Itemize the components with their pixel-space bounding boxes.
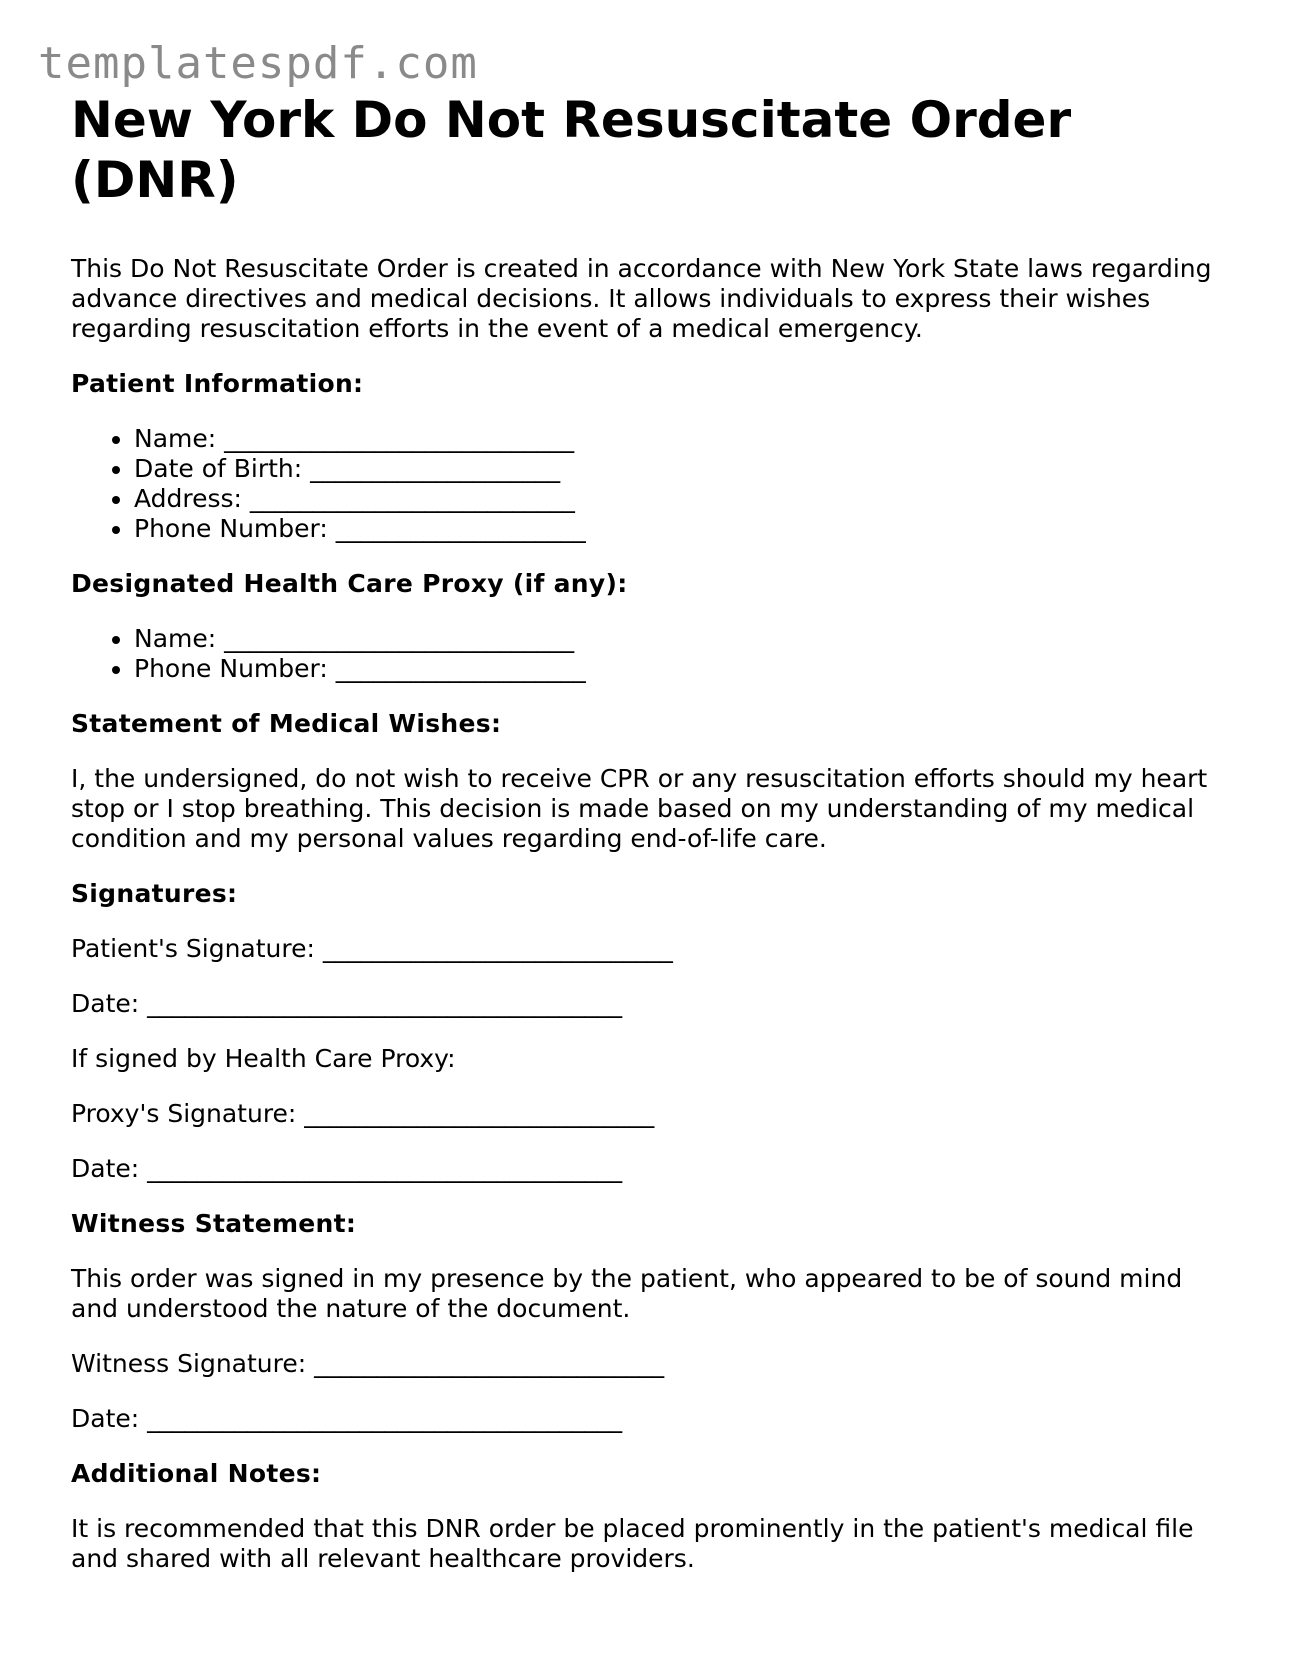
intro-paragraph: This Do Not Resuscitate Order is created in accordance with New York State laws regarding advance directives and medical decisions. It allows individuals to express their wishes regarding resuscitation efforts in the event of a medical emergency. [71,254,1212,343]
signatures-heading: Signatures: [71,879,238,908]
patient-phone-field[interactable]: • Phone Number: ____________________ [134,514,1231,544]
patient-date-field[interactable]: Date: ______________________________________ [71,989,623,1018]
patient-info-list [71,424,1231,544]
notes-heading: Additional Notes: [71,1459,322,1488]
document-body [71,90,1231,1574]
patient-signature-field[interactable]: Patient's Signature: ____________________________ [71,934,673,963]
proxy-note: If signed by Health Care Proxy: [71,1044,456,1073]
witness-signature-field[interactable]: Witness Signature: ____________________________ [71,1349,665,1378]
wishes-heading: Statement of Medical Wishes: [71,709,502,738]
proxy-name-field[interactable]: • Name: ____________________________ [134,624,1231,654]
witness-date-field[interactable]: Date: ______________________________________ [71,1404,623,1433]
proxy-heading: Designated Health Care Proxy (if any): [71,569,628,598]
proxy-list [71,624,1231,684]
notes-paragraph: It is recommended that this DNR order be placed prominently in the patient's medical file and shared with all relevant healthcare providers. [71,1514,1194,1573]
document-title: New York Do Not Resuscitate Order (DNR) [71,91,1072,209]
wishes-paragraph: I, the undersigned, do not wish to receive CPR or any resuscitation efforts should my heart stop or I stop breathing. This decision is made based on my understanding of my medical condition and my personal values regarding end-of-life care. [71,764,1208,853]
patient-info-heading: Patient Information: [71,369,364,398]
patient-address-field[interactable]: • Address: __________________________ [134,484,1231,514]
patient-name-field[interactable]: • Name: ____________________________ [134,424,1231,454]
witness-paragraph: This order was signed in my presence by the patient, who appeared to be of sound mind and understood the nature of the document. [71,1264,1183,1323]
witness-heading: Witness Statement: [71,1209,357,1238]
patient-dob-field[interactable]: • Date of Birth: ____________________ [134,454,1231,484]
proxy-phone-field[interactable]: • Phone Number: ____________________ [134,654,1231,684]
proxy-signature-field[interactable]: Proxy's Signature: ____________________________ [71,1099,655,1128]
proxy-date-field[interactable]: Date: ______________________________________ [71,1154,623,1183]
watermark: templatespdf.com [38,38,478,89]
